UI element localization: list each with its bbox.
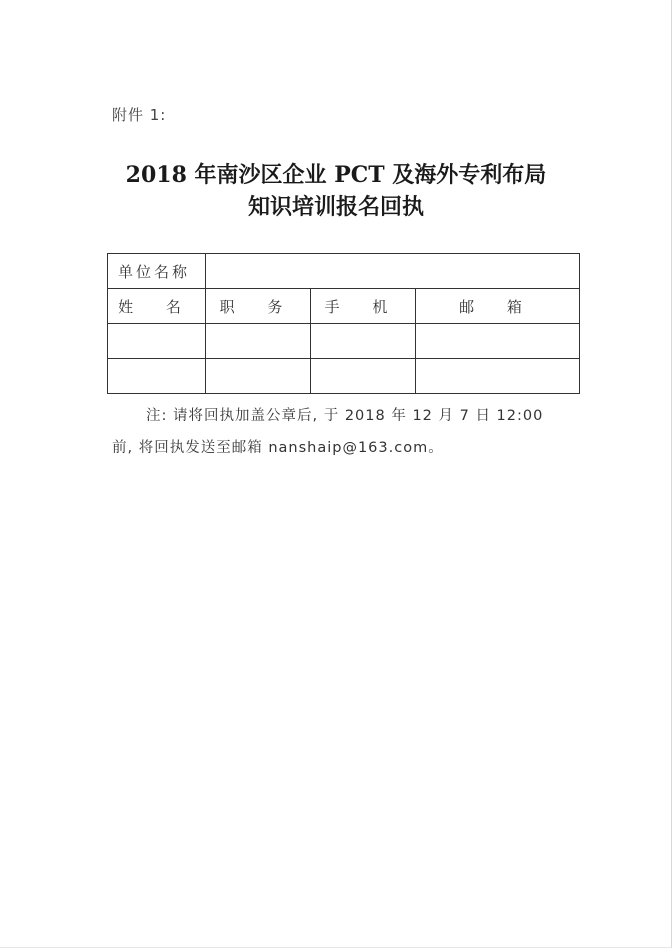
mobile-cell[interactable]: [311, 324, 416, 359]
position-cell[interactable]: [206, 359, 311, 394]
header-row: [108, 289, 580, 324]
note-line-2: 前, 将回执发送至邮箱 nanshaip@163.com。: [112, 440, 444, 456]
attachment-label: 附件 1:: [112, 106, 167, 124]
position-cell[interactable]: [206, 324, 311, 359]
document-title-line-1: 2018 年南沙区企业 PCT 及海外专利布局: [125, 162, 547, 188]
registration-form-table: [107, 253, 580, 394]
name-cell[interactable]: [108, 324, 206, 359]
column-header-position: 职 务: [206, 289, 311, 324]
name-cell[interactable]: [108, 359, 206, 394]
column-header-email: 邮 箱: [416, 289, 580, 324]
table-row: [108, 359, 580, 394]
mobile-cell[interactable]: [311, 359, 416, 394]
email-cell[interactable]: [416, 359, 580, 394]
email-cell[interactable]: [416, 324, 580, 359]
unit-name-label: 单位名称: [108, 254, 206, 289]
column-header-mobile: 手 机: [311, 289, 416, 324]
table-row: [108, 324, 580, 359]
note-line-1: 注: 请将回执加盖公章后, 于 2018 年 12 月 7 日 12:00: [146, 408, 544, 424]
unit-name-field[interactable]: [206, 254, 580, 289]
document-title-line-2: 知识培训报名回执: [247, 194, 424, 220]
column-header-name: 姓 名: [108, 289, 206, 324]
unit-name-row: [108, 254, 580, 289]
